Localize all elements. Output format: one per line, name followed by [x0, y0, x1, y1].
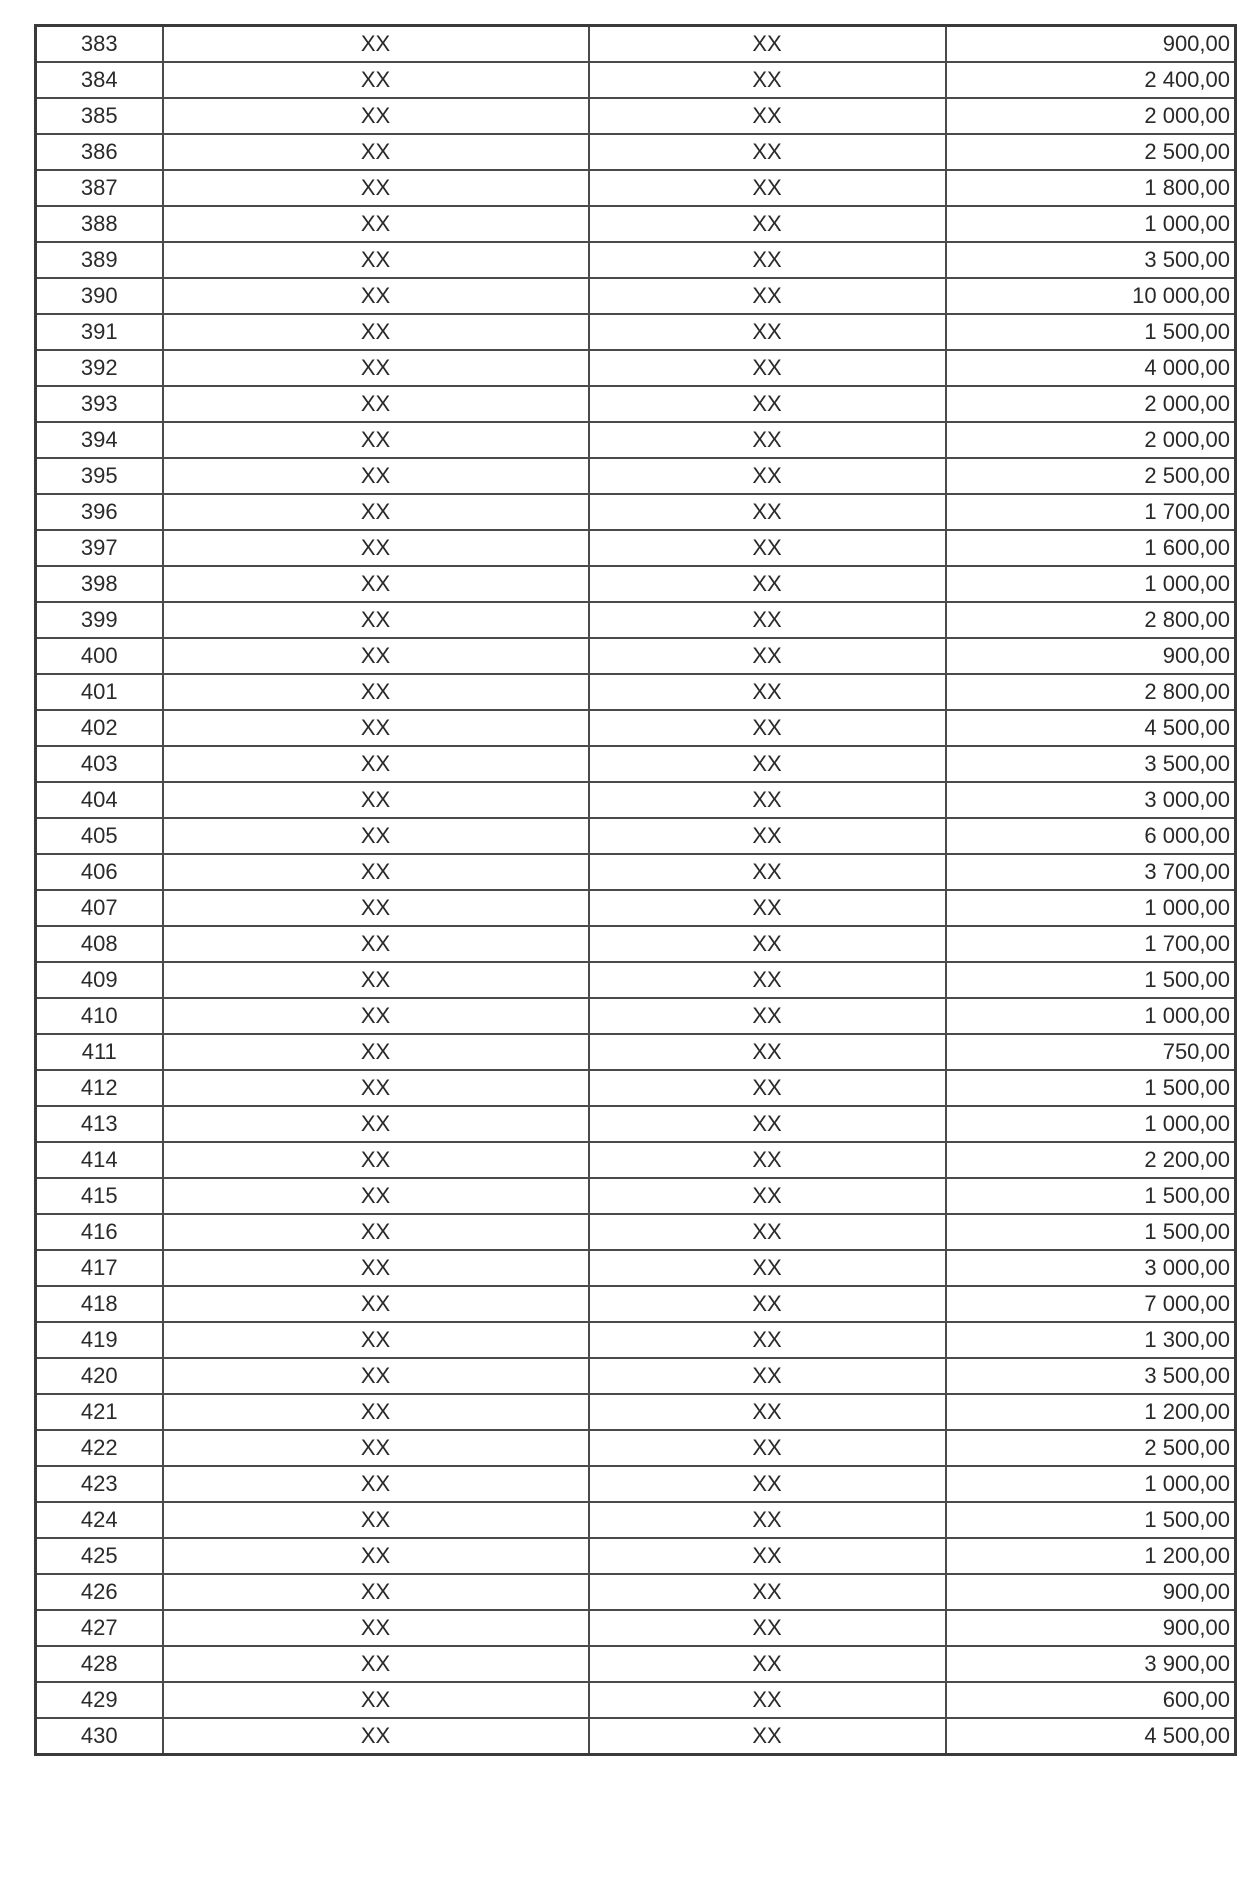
column-a-cell: XX [163, 26, 589, 63]
amount-cell: 3 000,00 [946, 782, 1236, 818]
amount-cell: 1 000,00 [946, 566, 1236, 602]
column-a-cell: XX [163, 1466, 589, 1502]
column-a-cell: XX [163, 1682, 589, 1718]
table-row [36, 242, 1236, 278]
column-a-cell: XX [163, 1214, 589, 1250]
amount-cell: 4 500,00 [946, 1718, 1236, 1755]
amount-cell: 2 500,00 [946, 1430, 1236, 1466]
column-b-cell: XX [589, 314, 946, 350]
row-number-cell: 422 [36, 1430, 163, 1466]
row-number-cell: 411 [36, 1034, 163, 1070]
table-row [36, 1610, 1236, 1646]
table-row [36, 278, 1236, 314]
column-b-cell: XX [589, 890, 946, 926]
column-b-cell: XX [589, 1250, 946, 1286]
amount-cell: 1 300,00 [946, 1322, 1236, 1358]
column-a-cell: XX [163, 134, 589, 170]
column-a-cell: XX [163, 1718, 589, 1755]
column-a-cell: XX [163, 890, 589, 926]
column-b-cell: XX [589, 926, 946, 962]
table-row [36, 1178, 1236, 1214]
table-row [36, 1106, 1236, 1142]
table-row [36, 926, 1236, 962]
amount-cell: 900,00 [946, 638, 1236, 674]
amount-cell: 1 800,00 [946, 170, 1236, 206]
column-b-cell: XX [589, 674, 946, 710]
column-b-cell: XX [589, 1394, 946, 1430]
column-b-cell: XX [589, 26, 946, 63]
row-number-cell: 386 [36, 134, 163, 170]
column-a-cell: XX [163, 350, 589, 386]
column-a-cell: XX [163, 818, 589, 854]
column-b-cell: XX [589, 566, 946, 602]
column-a-cell: XX [163, 746, 589, 782]
row-number-cell: 395 [36, 458, 163, 494]
row-number-cell: 398 [36, 566, 163, 602]
column-a-cell: XX [163, 1430, 589, 1466]
row-number-cell: 406 [36, 854, 163, 890]
amount-cell: 3 500,00 [946, 1358, 1236, 1394]
row-number-cell: 390 [36, 278, 163, 314]
row-number-cell: 414 [36, 1142, 163, 1178]
row-number-cell: 405 [36, 818, 163, 854]
column-b-cell: XX [589, 1430, 946, 1466]
column-b-cell: XX [589, 206, 946, 242]
amount-cell: 1 200,00 [946, 1538, 1236, 1574]
row-number-cell: 384 [36, 62, 163, 98]
amount-cell: 10 000,00 [946, 278, 1236, 314]
amount-cell: 900,00 [946, 1574, 1236, 1610]
table-row [36, 854, 1236, 890]
amount-cell: 1 000,00 [946, 1106, 1236, 1142]
table-row [36, 674, 1236, 710]
row-number-cell: 409 [36, 962, 163, 998]
row-number-cell: 418 [36, 1286, 163, 1322]
column-a-cell: XX [163, 602, 589, 638]
amount-cell: 1 500,00 [946, 1502, 1236, 1538]
table-row [36, 746, 1236, 782]
column-a-cell: XX [163, 1358, 589, 1394]
table-row [36, 386, 1236, 422]
table-row [36, 98, 1236, 134]
table-row [36, 458, 1236, 494]
column-a-cell: XX [163, 638, 589, 674]
row-number-cell: 423 [36, 1466, 163, 1502]
column-a-cell: XX [163, 62, 589, 98]
amount-cell: 600,00 [946, 1682, 1236, 1718]
column-b-cell: XX [589, 530, 946, 566]
table-row [36, 1718, 1236, 1755]
table-row [36, 530, 1236, 566]
amount-cell: 1 000,00 [946, 206, 1236, 242]
column-b-cell: XX [589, 134, 946, 170]
column-b-cell: XX [589, 854, 946, 890]
amount-cell: 2 000,00 [946, 98, 1236, 134]
table-row [36, 1574, 1236, 1610]
column-b-cell: XX [589, 62, 946, 98]
table-row [36, 1034, 1236, 1070]
column-a-cell: XX [163, 278, 589, 314]
row-number-cell: 400 [36, 638, 163, 674]
row-number-cell: 415 [36, 1178, 163, 1214]
column-b-cell: XX [589, 1682, 946, 1718]
column-a-cell: XX [163, 458, 589, 494]
row-number-cell: 419 [36, 1322, 163, 1358]
amount-cell: 2 800,00 [946, 602, 1236, 638]
column-a-cell: XX [163, 1394, 589, 1430]
column-b-cell: XX [589, 1610, 946, 1646]
column-b-cell: XX [589, 422, 946, 458]
row-number-cell: 397 [36, 530, 163, 566]
table-row [36, 1286, 1236, 1322]
amount-cell: 1 500,00 [946, 1070, 1236, 1106]
amount-cell: 1 000,00 [946, 890, 1236, 926]
column-a-cell: XX [163, 206, 589, 242]
amount-cell: 1 500,00 [946, 314, 1236, 350]
column-b-cell: XX [589, 782, 946, 818]
column-a-cell: XX [163, 854, 589, 890]
row-number-cell: 393 [36, 386, 163, 422]
table-row [36, 1322, 1236, 1358]
row-number-cell: 387 [36, 170, 163, 206]
column-a-cell: XX [163, 98, 589, 134]
amount-cell: 1 000,00 [946, 998, 1236, 1034]
column-a-cell: XX [163, 1106, 589, 1142]
column-a-cell: XX [163, 1610, 589, 1646]
row-number-cell: 416 [36, 1214, 163, 1250]
row-number-cell: 408 [36, 926, 163, 962]
row-number-cell: 394 [36, 422, 163, 458]
amount-cell: 3 000,00 [946, 1250, 1236, 1286]
column-b-cell: XX [589, 1574, 946, 1610]
column-b-cell: XX [589, 1718, 946, 1755]
column-a-cell: XX [163, 782, 589, 818]
amount-cell: 3 900,00 [946, 1646, 1236, 1682]
amount-cell: 6 000,00 [946, 818, 1236, 854]
table-row [36, 1502, 1236, 1538]
column-a-cell: XX [163, 494, 589, 530]
amount-cell: 2 500,00 [946, 458, 1236, 494]
amount-cell: 3 700,00 [946, 854, 1236, 890]
amount-cell: 2 400,00 [946, 62, 1236, 98]
row-number-cell: 392 [36, 350, 163, 386]
row-number-cell: 410 [36, 998, 163, 1034]
column-a-cell: XX [163, 674, 589, 710]
amount-cell: 7 000,00 [946, 1286, 1236, 1322]
row-number-cell: 425 [36, 1538, 163, 1574]
column-b-cell: XX [589, 746, 946, 782]
table-row [36, 134, 1236, 170]
table-row [36, 314, 1236, 350]
table-row [36, 206, 1236, 242]
table-row [36, 494, 1236, 530]
column-b-cell: XX [589, 1502, 946, 1538]
column-a-cell: XX [163, 1178, 589, 1214]
document-page [34, 24, 1234, 1756]
amount-cell: 3 500,00 [946, 242, 1236, 278]
amount-cell: 1 500,00 [946, 1178, 1236, 1214]
column-b-cell: XX [589, 602, 946, 638]
row-number-cell: 427 [36, 1610, 163, 1646]
row-number-cell: 391 [36, 314, 163, 350]
row-number-cell: 426 [36, 1574, 163, 1610]
ledger-table [34, 24, 1237, 1756]
amount-cell: 1 700,00 [946, 494, 1236, 530]
table-row [36, 26, 1236, 63]
table-row [36, 1358, 1236, 1394]
column-b-cell: XX [589, 458, 946, 494]
table-row [36, 1682, 1236, 1718]
column-b-cell: XX [589, 1142, 946, 1178]
amount-cell: 900,00 [946, 26, 1236, 63]
amount-cell: 750,00 [946, 1034, 1236, 1070]
row-number-cell: 407 [36, 890, 163, 926]
table-row [36, 62, 1236, 98]
table-row [36, 818, 1236, 854]
amount-cell: 900,00 [946, 1610, 1236, 1646]
table-row [36, 998, 1236, 1034]
column-a-cell: XX [163, 314, 589, 350]
row-number-cell: 383 [36, 26, 163, 63]
column-b-cell: XX [589, 1034, 946, 1070]
amount-cell: 2 200,00 [946, 1142, 1236, 1178]
row-number-cell: 424 [36, 1502, 163, 1538]
amount-cell: 2 000,00 [946, 386, 1236, 422]
table-row [36, 638, 1236, 674]
table-row [36, 350, 1236, 386]
table-row [36, 1250, 1236, 1286]
amount-cell: 1 500,00 [946, 1214, 1236, 1250]
column-a-cell: XX [163, 1250, 589, 1286]
row-number-cell: 430 [36, 1718, 163, 1755]
column-a-cell: XX [163, 242, 589, 278]
row-number-cell: 396 [36, 494, 163, 530]
column-a-cell: XX [163, 962, 589, 998]
column-a-cell: XX [163, 1646, 589, 1682]
row-number-cell: 412 [36, 1070, 163, 1106]
column-a-cell: XX [163, 1286, 589, 1322]
amount-cell: 2 000,00 [946, 422, 1236, 458]
column-a-cell: XX [163, 530, 589, 566]
column-b-cell: XX [589, 1106, 946, 1142]
column-b-cell: XX [589, 170, 946, 206]
row-number-cell: 404 [36, 782, 163, 818]
column-a-cell: XX [163, 1034, 589, 1070]
ledger-table-body [36, 26, 1236, 1755]
row-number-cell: 389 [36, 242, 163, 278]
column-a-cell: XX [163, 998, 589, 1034]
column-b-cell: XX [589, 962, 946, 998]
table-row [36, 1142, 1236, 1178]
table-row [36, 710, 1236, 746]
column-b-cell: XX [589, 350, 946, 386]
column-b-cell: XX [589, 1286, 946, 1322]
table-row [36, 1070, 1236, 1106]
column-b-cell: XX [589, 386, 946, 422]
amount-cell: 3 500,00 [946, 746, 1236, 782]
amount-cell: 2 800,00 [946, 674, 1236, 710]
row-number-cell: 413 [36, 1106, 163, 1142]
row-number-cell: 388 [36, 206, 163, 242]
table-row [36, 890, 1236, 926]
table-row [36, 1214, 1236, 1250]
column-a-cell: XX [163, 1070, 589, 1106]
amount-cell: 1 000,00 [946, 1466, 1236, 1502]
row-number-cell: 428 [36, 1646, 163, 1682]
column-a-cell: XX [163, 1574, 589, 1610]
column-a-cell: XX [163, 566, 589, 602]
table-row [36, 1430, 1236, 1466]
column-a-cell: XX [163, 170, 589, 206]
column-a-cell: XX [163, 1322, 589, 1358]
column-a-cell: XX [163, 422, 589, 458]
row-number-cell: 385 [36, 98, 163, 134]
table-row [36, 170, 1236, 206]
column-b-cell: XX [589, 710, 946, 746]
row-number-cell: 429 [36, 1682, 163, 1718]
amount-cell: 1 700,00 [946, 926, 1236, 962]
row-number-cell: 399 [36, 602, 163, 638]
row-number-cell: 420 [36, 1358, 163, 1394]
table-row [36, 782, 1236, 818]
column-b-cell: XX [589, 1466, 946, 1502]
table-row [36, 1646, 1236, 1682]
column-b-cell: XX [589, 242, 946, 278]
column-b-cell: XX [589, 1322, 946, 1358]
column-a-cell: XX [163, 1538, 589, 1574]
row-number-cell: 402 [36, 710, 163, 746]
table-row [36, 1538, 1236, 1574]
column-a-cell: XX [163, 386, 589, 422]
amount-cell: 1 500,00 [946, 962, 1236, 998]
row-number-cell: 403 [36, 746, 163, 782]
column-b-cell: XX [589, 1358, 946, 1394]
column-b-cell: XX [589, 998, 946, 1034]
row-number-cell: 417 [36, 1250, 163, 1286]
row-number-cell: 421 [36, 1394, 163, 1430]
row-number-cell: 401 [36, 674, 163, 710]
table-row [36, 422, 1236, 458]
table-row [36, 962, 1236, 998]
column-a-cell: XX [163, 1142, 589, 1178]
amount-cell: 4 500,00 [946, 710, 1236, 746]
column-b-cell: XX [589, 1214, 946, 1250]
column-b-cell: XX [589, 638, 946, 674]
amount-cell: 1 200,00 [946, 1394, 1236, 1430]
amount-cell: 2 500,00 [946, 134, 1236, 170]
column-b-cell: XX [589, 1178, 946, 1214]
column-b-cell: XX [589, 1070, 946, 1106]
column-b-cell: XX [589, 278, 946, 314]
table-row [36, 602, 1236, 638]
column-a-cell: XX [163, 710, 589, 746]
column-b-cell: XX [589, 1646, 946, 1682]
amount-cell: 4 000,00 [946, 350, 1236, 386]
table-row [36, 1466, 1236, 1502]
column-a-cell: XX [163, 1502, 589, 1538]
column-b-cell: XX [589, 98, 946, 134]
column-b-cell: XX [589, 494, 946, 530]
amount-cell: 1 600,00 [946, 530, 1236, 566]
column-b-cell: XX [589, 818, 946, 854]
table-row [36, 1394, 1236, 1430]
column-b-cell: XX [589, 1538, 946, 1574]
column-a-cell: XX [163, 926, 589, 962]
table-row [36, 566, 1236, 602]
